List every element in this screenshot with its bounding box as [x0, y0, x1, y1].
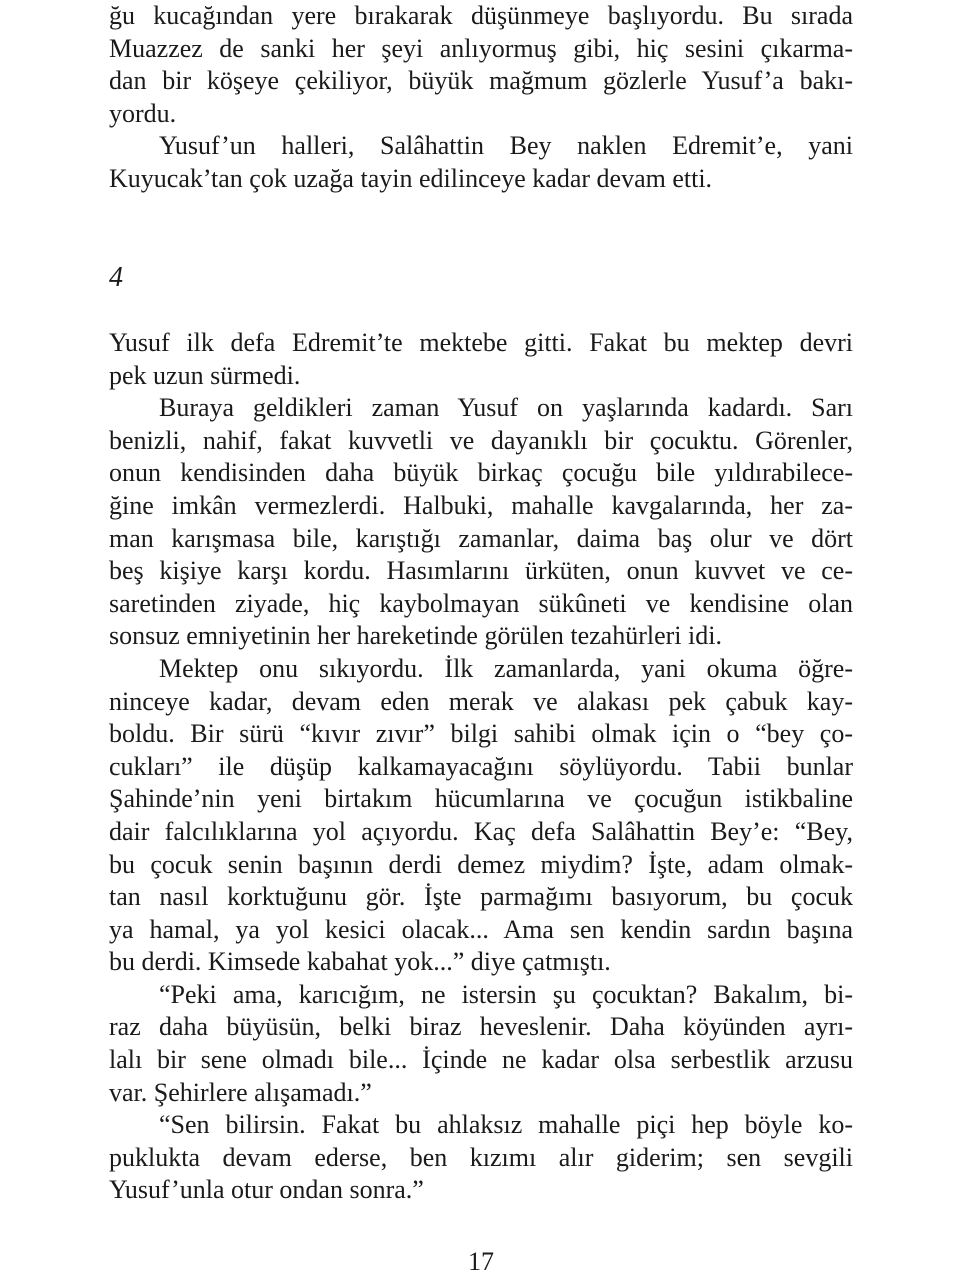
text-line: Şahinde’nin yeni birtakım hücumlarına ve çocuğun istikbaline: [109, 784, 853, 814]
text-line: Muazzez de sanki her şeyi anlıyormuş gibi, hiç sesini çıkarma-: [109, 33, 853, 63]
text-line: ğine imkân vermezlerdi. Halbuki, mahalle kavgalarında, her za-: [109, 490, 853, 520]
text-line: Kuyucak’tan çok uzağa tayin edilinceye kadar devam etti.: [109, 163, 713, 193]
top-section: [109, 0, 853, 196]
text-line: ninceye kadar, devam eden merak ve alakası pek çabuk kay-: [109, 686, 853, 716]
text-line: “Sen bilirsin. Fakat bu ahlaksız mahalle piçi hep böyle ko-: [159, 1110, 853, 1140]
chapter-body: [109, 327, 853, 1207]
text-line: raz daha büyüsün, belki biraz heveslenir. Daha köyünden ayrı-: [109, 1012, 853, 1042]
text-line: Yusuf’unla otur ondan sonra.”: [109, 1175, 424, 1205]
text-line: var. Şehirlere alışamadı.”: [109, 1077, 372, 1107]
text-line: lalı bir sene olmadı bile... İçinde ne kadar olsa serbestlik arzusu: [109, 1045, 853, 1075]
text-line: boldu. Bir sürü “kıvır zıvır” bilgi sahibi olmak için o “bey ço-: [109, 719, 853, 749]
text-line: dair falcılıklarına yol açıyordu. Kaç defa Salâhattin Bey’e: “Bey,: [109, 816, 853, 846]
text-line: bu çocuk senin başının derdi demez miydim? İşte, adam olmak-: [109, 849, 853, 879]
text-line: cukları” ile düşüp kalkamayacağını söylüyordu. Tabii bunlar: [109, 751, 853, 781]
text-line: yordu.: [109, 98, 177, 128]
text-line: “Peki ama, karıcığım, ne istersin şu çocuktan? Bakalım, bi-: [159, 979, 853, 1009]
text-line: tan nasıl korktuğunu gör. İşte parmağımı basıyorum, bu çocuk: [109, 882, 853, 912]
text-line: man karışmasa bile, karıştığı zamanlar, daima baş olur ve dört: [109, 523, 853, 553]
text-line: saretinden ziyade, hiç kaybolmayan sükûneti ve kendisine olan: [109, 588, 853, 618]
text-line: Buraya geldikleri zaman Yusuf on yaşlarında kadardı. Sarı: [159, 393, 853, 423]
text-line: ğu kucağından yere bırakarak düşünmeye başlıyordu. Bu sırada: [109, 1, 853, 30]
text-line: Mektep onu sıkıyordu. İlk zamanlarda, yani okuma öğre-: [159, 653, 853, 683]
text-line: ya hamal, ya yol kesici olacak... Ama sen kendin sardın başına: [109, 914, 853, 944]
text-line: Yusuf’un halleri, Salâhattin Bey naklen Edremit’e, yani: [159, 131, 853, 161]
text-line: dan bir köşeye çekiliyor, büyük mağmum gözlerle Yusuf’a bakı-: [109, 66, 853, 96]
text-line: sonsuz emniyetinin her hareketinde görülen tezahürleri idi.: [109, 621, 722, 651]
page-number: 17: [468, 1247, 494, 1276]
text-line: bu derdi. Kimsede kabahat yok...” diye çatmıştı.: [109, 947, 611, 977]
chapter-number: 4: [109, 262, 123, 293]
text-line: pek uzun sürmedi.: [109, 360, 301, 390]
text-line: puklukta devam ederse, ben kızımı alır giderim; sen sevgili: [109, 1142, 853, 1172]
text-line: benizli, nahif, fakat kuvvetli ve dayanıklı bir çocuktu. Görenler,: [109, 425, 853, 455]
book-page: [109, 0, 853, 1280]
text-line: beş kişiye karşı kordu. Hasımlarını ürküten, onun kuvvet ve ce-: [109, 556, 853, 586]
text-line: Yusuf ilk defa Edremit’te mektebe gitti. Fakat bu mektep devri: [109, 328, 853, 357]
text-line: onun kendisinden daha büyük birkaç çocuğu bile yıldırabilece-: [109, 458, 853, 488]
